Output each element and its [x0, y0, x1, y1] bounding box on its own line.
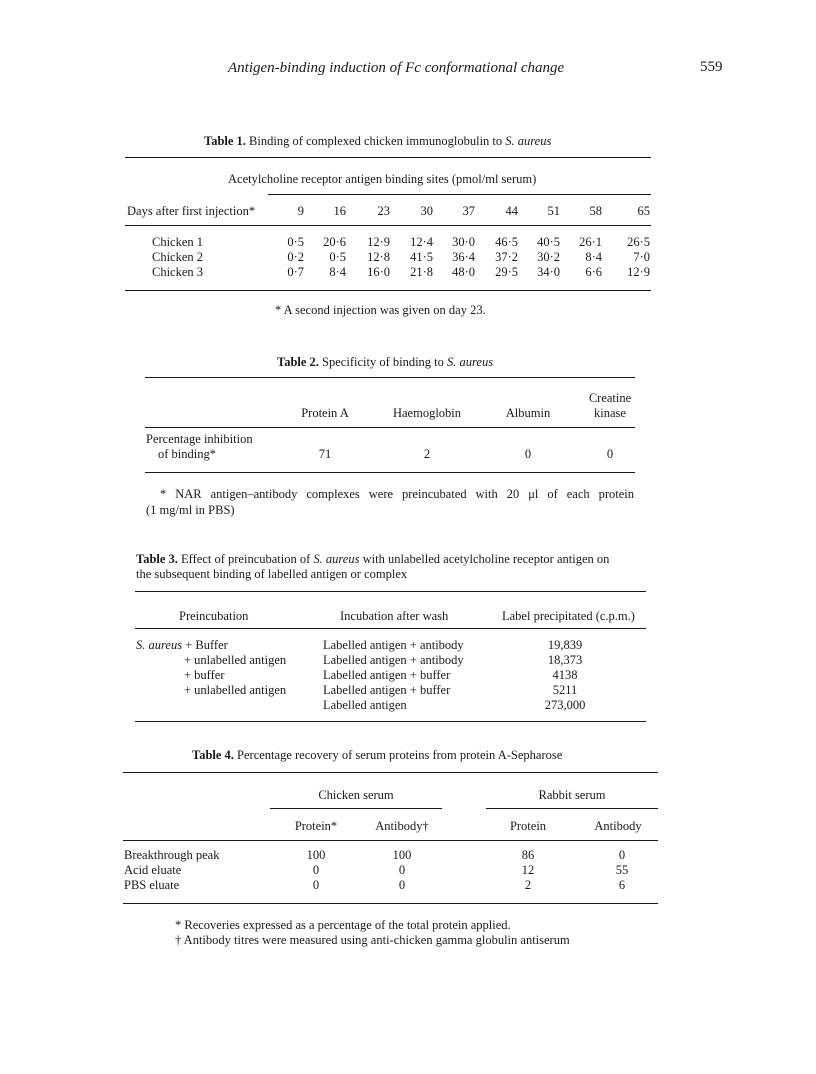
table4-caption	[192, 748, 562, 763]
table2-top-rule	[145, 377, 635, 378]
table4-footnote: † Antibody titres were measured using anti-chicken gamma globulin antiserum	[175, 933, 570, 947]
table1-day-header: 23	[377, 204, 390, 218]
table1-title-organism: S. aureus	[505, 134, 552, 148]
table1-row-label: Chicken 3	[152, 265, 204, 279]
table1-cell: 40·5	[537, 235, 560, 249]
table2-col-header: Albumin	[505, 406, 551, 420]
page-number: 559	[700, 59, 723, 75]
table1-cell: 30·2	[537, 250, 560, 264]
table4-cell: 0	[398, 863, 406, 877]
table3-organism: S. aureus	[136, 638, 183, 652]
table4-group-header: Chicken serum	[318, 788, 394, 802]
table4-cell: 100	[306, 848, 326, 862]
table1-day-header: 16	[333, 204, 346, 218]
table3-row-incubation: Labelled antigen + antibody	[323, 638, 464, 652]
table3-bottom-rule	[135, 721, 646, 722]
table2-label: Table 2.	[277, 355, 319, 369]
table2-cell: 2	[423, 447, 431, 461]
table2-cell: 71	[318, 447, 332, 461]
table1-cell: 0·7	[287, 265, 304, 279]
table4-subheader: Protein*	[294, 819, 338, 833]
table4-subheader: Protein	[509, 819, 547, 833]
table2-col-header: Creatine	[588, 391, 632, 405]
table4-group-header: Rabbit serum	[538, 788, 606, 802]
table1-footnote: * A second injection was given on day 23.	[275, 303, 486, 317]
table1-cell: 6·6	[585, 265, 602, 279]
table1-cell: 34·0	[537, 265, 560, 279]
table4-cell: 100	[392, 848, 412, 862]
table1-cell: 0·5	[329, 250, 346, 264]
table3-row-label-value: 273,000	[544, 698, 586, 712]
table1-cell: 30·0	[452, 235, 475, 249]
table1-cell: 46·5	[495, 235, 518, 249]
table1-cell: 26·5	[627, 235, 650, 249]
table4-cell: 12	[521, 863, 535, 877]
table3-row-label-value: 19,839	[547, 638, 583, 652]
table1-cell: 37·2	[495, 250, 518, 264]
table2-col-header: Protein A	[301, 406, 349, 420]
table1-cell: 8·4	[329, 265, 346, 279]
table1-day-header: 65	[637, 204, 650, 218]
table4-cell: 86	[521, 848, 535, 862]
table1-row-label: Chicken 1	[152, 235, 204, 249]
table2-row-label: Percentage inhibition	[146, 432, 253, 446]
table3-pre-value: + Buffer	[185, 638, 228, 652]
table2-col-header: Haemoglobin	[392, 406, 462, 420]
table1-cell: 41·5	[410, 250, 433, 264]
table2-title-organism: S. aureus	[447, 355, 494, 369]
table3-row-incubation: Labelled antigen + antibody	[323, 653, 464, 667]
table4-cell: 0	[398, 878, 406, 892]
table1-cell: 7·0	[633, 250, 650, 264]
table4-top-rule	[123, 772, 658, 773]
table2-col-header: kinase	[594, 406, 626, 420]
table4-cell: 6	[618, 878, 626, 892]
table3-header-rule	[135, 628, 646, 629]
table2-bottom-rule	[145, 472, 635, 473]
table3-row-preincubation: + unlabelled antigen	[184, 683, 287, 697]
table1-group-rule	[268, 194, 651, 195]
table4-cell: 0	[312, 878, 320, 892]
table4-row-label: Acid eluate	[124, 863, 182, 877]
table4-group-rule	[486, 808, 658, 809]
table1-cell: 0·2	[287, 250, 304, 264]
table2-footnote: * NAR antigen–antibody complexes were preincubated with 20 μl of each protein	[160, 487, 634, 501]
table1-day-header: 9	[297, 204, 304, 218]
table4-group-rule	[270, 808, 442, 809]
table1-cell: 12·9	[367, 235, 390, 249]
table4-cell: 55	[615, 863, 629, 877]
table3-row-label-value: 4138	[552, 668, 578, 682]
table3-caption	[136, 552, 609, 567]
table3-title-organism: S. aureus	[313, 552, 360, 566]
table2-footnote: (1 mg/ml in PBS)	[146, 503, 235, 517]
table4-row-label: Breakthrough peak	[124, 848, 220, 862]
table3-col-header: Label precipitated (c.p.m.)	[502, 609, 635, 623]
table1-cell: 8·4	[585, 250, 602, 264]
table3-row-preincubation: + unlabelled antigen	[184, 653, 287, 667]
table1-cell: 48·0	[452, 265, 475, 279]
table3-col-header: Preincubation	[179, 609, 249, 623]
table1-day-header: 58	[589, 204, 602, 218]
table2-cell: 0	[524, 447, 532, 461]
table4-footnote: * Recoveries expressed as a percentage of the total protein applied.	[175, 918, 511, 932]
table2-title: Specificity of binding to	[322, 355, 444, 369]
table1-cell: 0·5	[287, 235, 304, 249]
table3-title: with unlabelled acetylcholine receptor antigen on	[362, 552, 610, 566]
table4-header-rule	[123, 840, 658, 841]
table4-title: Percentage recovery of serum proteins from protein A-Sepharose	[237, 748, 563, 762]
table1-cell: 21·8	[410, 265, 433, 279]
table1-group-header: Acetylcholine receptor antigen binding sites (pmol/ml serum)	[228, 172, 537, 186]
table3-col-header: Incubation after wash	[340, 609, 449, 623]
table3-row-preincubation: + buffer	[184, 668, 225, 682]
table1-title: Binding of complexed chicken immunoglobulin to	[249, 134, 503, 148]
table4-bottom-rule	[123, 903, 658, 904]
table1-cell: 36·4	[452, 250, 475, 264]
table2-cell: 0	[606, 447, 614, 461]
table3-title: Effect of preincubation of	[181, 552, 311, 566]
table1-top-rule	[125, 157, 651, 158]
table1-cell: 26·1	[579, 235, 602, 249]
table1-cell: 16·0	[367, 265, 390, 279]
table4-cell: 0	[312, 863, 320, 877]
running-head: Antigen-binding induction of Fc conformational change	[228, 60, 565, 76]
table3-row-incubation: Labelled antigen + buffer	[323, 683, 451, 697]
table3-label: Table 3.	[136, 552, 178, 566]
table1-cell: 12·8	[367, 250, 390, 264]
table2-row-label: of binding*	[158, 447, 216, 461]
table1-bottom-rule	[125, 290, 651, 291]
table1-day-header: 37	[462, 204, 475, 218]
table4-label: Table 4.	[192, 748, 234, 762]
table2-header-rule	[145, 427, 635, 428]
table4-subheader: Antibody†	[375, 819, 429, 833]
table3-row-incubation: Labelled antigen	[323, 698, 407, 712]
table1-day-header: 51	[547, 204, 560, 218]
table1-row-label: Chicken 2	[152, 250, 204, 264]
table3-row-label-value: 5211	[552, 683, 578, 697]
table1-cell: 29·5	[495, 265, 518, 279]
table1-header-rule	[125, 225, 651, 226]
table1-row-header: Days after first injection*	[127, 204, 256, 218]
table4-cell: 2	[524, 878, 532, 892]
table3-row-incubation: Labelled antigen + buffer	[323, 668, 451, 682]
table1-caption	[204, 134, 551, 149]
table1-cell: 12·4	[410, 235, 433, 249]
table3-top-rule	[135, 591, 646, 592]
table2-caption	[277, 355, 493, 370]
table1-day-header: 44	[505, 204, 518, 218]
table4-row-label: PBS eluate	[124, 878, 180, 892]
table4-cell: 0	[618, 848, 626, 862]
table3-row-label-value: 18,373	[547, 653, 583, 667]
table4-subheader: Antibody	[594, 819, 642, 833]
table1-cell: 20·6	[323, 235, 346, 249]
table1-label: Table 1.	[204, 134, 246, 148]
table3-row-preincubation	[136, 638, 228, 653]
table1-cell: 12·9	[627, 265, 650, 279]
table3-caption-line2: the subsequent binding of labelled antigen or complex	[136, 567, 408, 581]
table1-day-header: 30	[420, 204, 433, 218]
